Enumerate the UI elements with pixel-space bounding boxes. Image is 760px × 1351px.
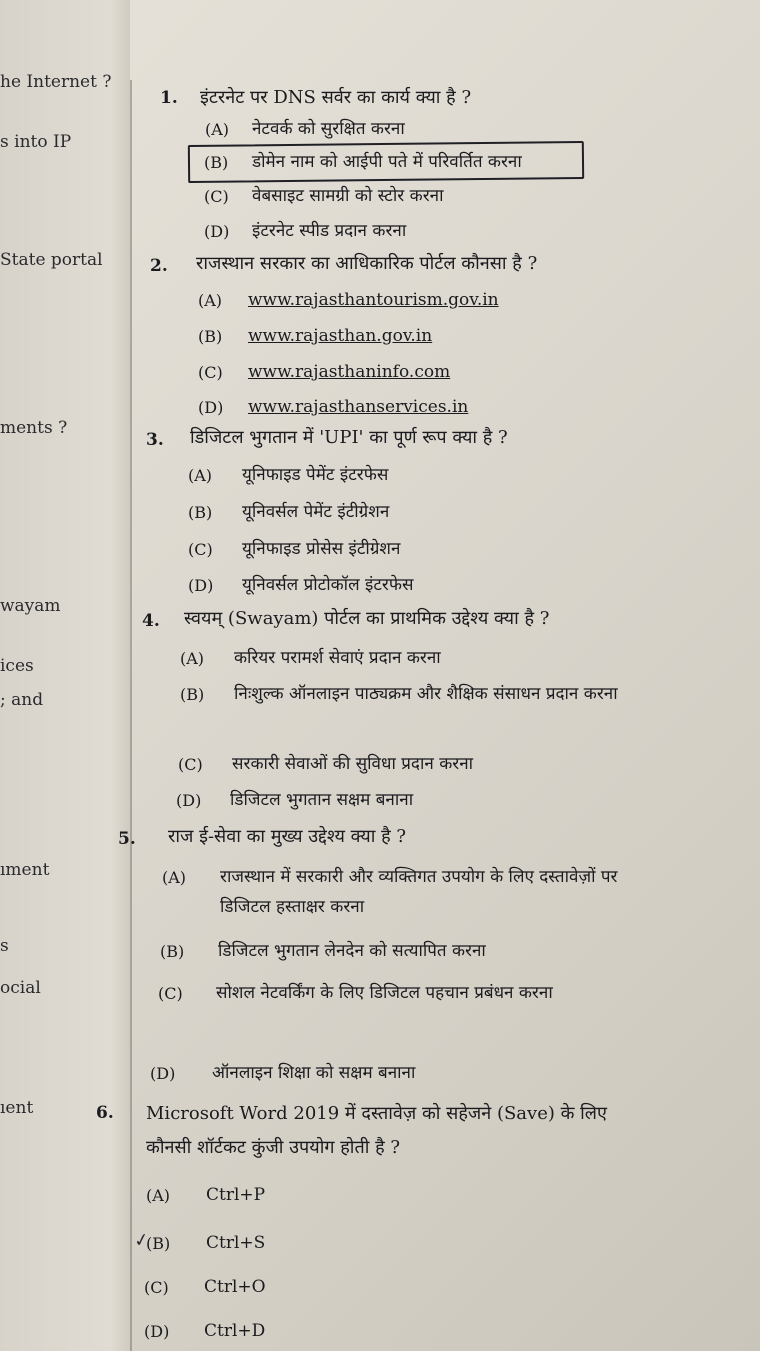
q3-option-c-label: (C) <box>188 540 213 559</box>
q5-option-a-label: (A) <box>162 868 187 887</box>
q6-option-a-text: Ctrl+P <box>206 1185 266 1205</box>
q1-option-c-text: वेबसाइट सामग्री को स्टोर करना <box>252 186 444 206</box>
left-snippet-2: s into IP <box>0 132 72 152</box>
left-snippet-3: State portal <box>0 250 103 270</box>
question-3-text: डिजिटल भुगतान में 'UPI' का पूर्ण रूप क्या है ? <box>190 427 508 448</box>
q4-option-d-label: (D) <box>176 791 202 810</box>
q5-option-a-text: राजस्थान में सरकारी और व्यक्तिगत उपयोग के लिए दस्तावेज़ों पर डिजिटल हस्ताक्षर करना <box>220 867 618 917</box>
q4-option-a-text: करियर परामर्श सेवाएं प्रदान करना <box>234 648 441 668</box>
q5-option-c-label: (C) <box>158 984 183 1003</box>
q4-option-b-label: (B) <box>180 685 205 704</box>
q3-option-d-label: (D) <box>188 576 214 595</box>
q3-option-b-label: (B) <box>188 503 213 522</box>
q6-option-c-label: (C) <box>144 1278 169 1297</box>
q5-option-b-label: (B) <box>160 942 185 961</box>
q5-option-c-text: सोशल नेटवर्किंग के लिए डिजिटल पहचान प्रबंधन करना <box>216 983 553 1003</box>
left-snippet-8: ıment <box>0 860 50 880</box>
q6-option-d-text: Ctrl+D <box>204 1321 266 1341</box>
q4-option-c-label: (C) <box>178 755 203 774</box>
question-5-number: 5. <box>118 829 136 849</box>
q1-option-a-text: नेटवर्क को सुरक्षित करना <box>252 119 405 139</box>
q1-option-b-label: (B) <box>204 153 229 172</box>
question-6-text: Microsoft Word 2019 में दस्तावेज़ को सहेजने (Save) के लिए कौनसी शॉर्टकट कुंजी उपयोग होती है ? <box>146 1103 607 1158</box>
q5-option-b-text: डिजिटल भुगतान लेनदेन को सत्यापित करना <box>218 941 486 961</box>
q4-option-b-text: निःशुल्क ऑनलाइन पाठ्यक्रम और शैक्षिक संसाधन प्रदान करना <box>234 684 618 704</box>
q5-option-d-text: ऑनलाइन शिक्षा को सक्षम बनाना <box>212 1063 416 1083</box>
q6-option-a-label: (A) <box>146 1186 171 1205</box>
q2-option-c-label: (C) <box>198 363 223 382</box>
left-snippet-1: he Internet ? <box>0 72 112 92</box>
q1-option-b-text: डोमेन नाम को आईपी पते में परिवर्तित करना <box>252 152 522 172</box>
q2-option-a-label: (A) <box>198 291 223 310</box>
question-6-number: 6. <box>96 1103 114 1123</box>
q2-option-d-label: (D) <box>198 398 224 417</box>
question-5-text: राज ई-सेवा का मुख्य उद्देश्य क्या है ? <box>168 826 407 847</box>
question-3-number: 3. <box>146 430 164 450</box>
question-4-text: स्वयम् (Swayam) पोर्टल का प्राथमिक उद्देश्य क्या है ? <box>184 608 550 629</box>
q6-option-c-text: Ctrl+O <box>204 1277 266 1297</box>
q1-option-c-label: (C) <box>204 187 229 206</box>
left-snippet-11: ıent <box>0 1098 34 1118</box>
q4-option-c-text: सरकारी सेवाओं की सुविधा प्रदान करना <box>232 754 474 774</box>
q4-option-a-label: (A) <box>180 649 205 668</box>
q2-option-c-text: www.rajasthaninfo.com <box>248 362 451 382</box>
question-4-number: 4. <box>142 611 160 631</box>
q6-option-d-label: (D) <box>144 1322 170 1341</box>
q2-option-d-text: www.rajasthanservices.in <box>248 397 469 417</box>
q5-option-d-label: (D) <box>150 1064 176 1083</box>
q2-option-a-text: www.rajasthantourism.gov.in <box>248 290 499 310</box>
question-2-number: 2. <box>150 256 168 276</box>
q2-option-b-label: (B) <box>198 327 223 346</box>
q2-option-b-text: www.rajasthan.gov.in <box>248 326 433 346</box>
left-snippet-9: s <box>0 936 9 956</box>
question-1-number: 1. <box>160 88 178 108</box>
q6-answer-tick: ✓ <box>132 1228 151 1253</box>
q1-option-d-text: इंटरनेट स्पीड प्रदान करना <box>252 221 407 241</box>
question-2-text: राजस्थान सरकार का आधिकारिक पोर्टल कौनसा है ? <box>196 253 538 274</box>
q3-option-b-text: यूनिवर्सल पेमेंट इंटीग्रेशन <box>242 502 390 522</box>
q1-option-d-label: (D) <box>204 222 230 241</box>
left-snippet-10: ocial <box>0 978 41 998</box>
q3-option-d-text: यूनिवर्सल प्रोटोकॉल इंटरफेस <box>242 575 414 595</box>
q3-option-a-text: यूनिफाइड पेमेंट इंटरफेस <box>242 465 389 485</box>
question-1-text: इंटरनेट पर DNS सर्वर का कार्य क्या है ? <box>200 87 472 108</box>
q1-option-a-label: (A) <box>205 120 230 139</box>
left-snippet-6: ices <box>0 656 34 676</box>
q3-option-a-label: (A) <box>188 466 213 485</box>
q4-option-d-text: डिजिटल भुगतान सक्षम बनाना <box>230 790 414 810</box>
left-snippet-7: ; and <box>0 690 44 710</box>
left-snippet-5: wayam <box>0 596 61 616</box>
q6-option-b-text: Ctrl+S <box>206 1233 266 1253</box>
q6-option-b-label: (B) <box>146 1234 171 1253</box>
q3-option-c-text: यूनिफाइड प्रोसेस इंटीग्रेशन <box>242 539 401 559</box>
column-divider <box>130 80 132 1351</box>
left-snippet-4: ments ? <box>0 418 68 438</box>
